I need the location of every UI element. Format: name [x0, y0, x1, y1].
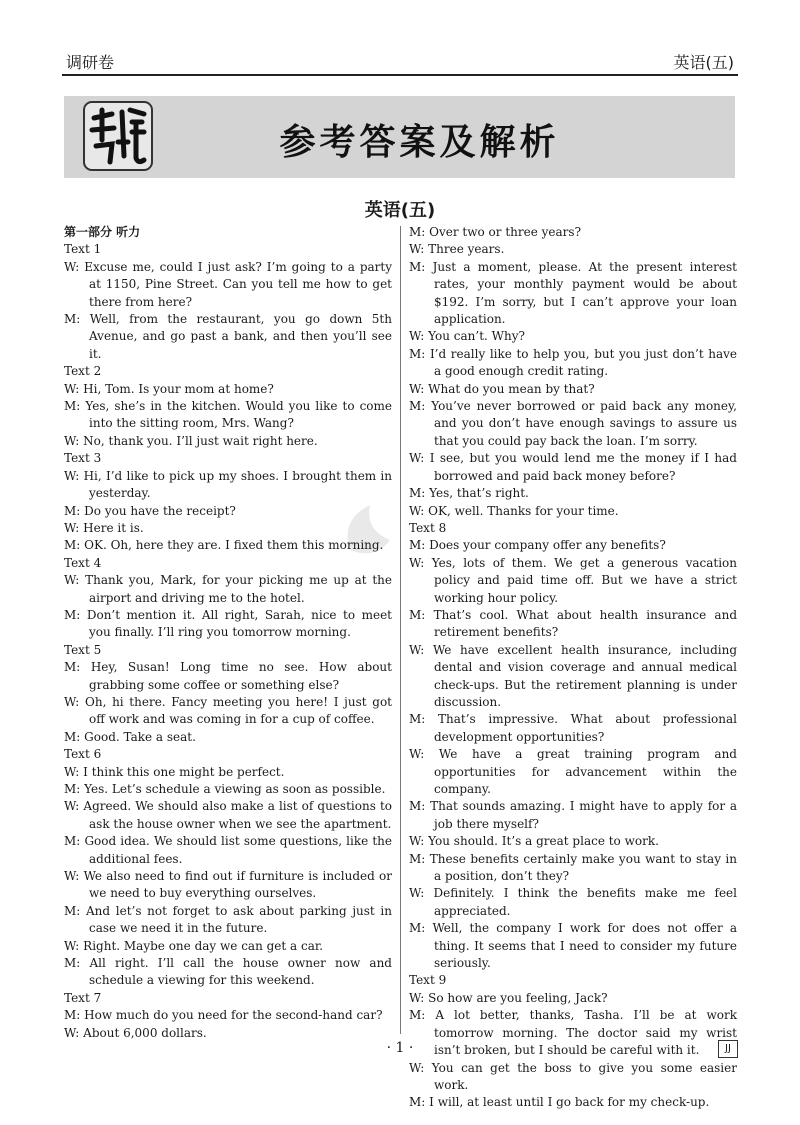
dialog-line — [409, 555, 737, 607]
speaker-label: M: — [64, 399, 86, 414]
speaker-label: M: — [64, 1008, 85, 1023]
speaker-label: M: — [64, 729, 85, 744]
dialog-text: Yes, she’s in the kitchen. Would you like to come into the sitting room, Mrs. Wang? — [85, 399, 392, 431]
dialog-line — [64, 764, 392, 781]
dialog-text: That sounds amazing. I might have to apply for a job there myself? — [430, 799, 737, 831]
title-banner — [64, 96, 735, 178]
dialog-text: No, thank you. I’ll just wait right here. — [83, 433, 318, 448]
dialog-text: Three years. — [428, 242, 505, 257]
dialog-text: Thank you, Mark, for your picking me up at the airport and driving me to the hotel. — [85, 573, 392, 605]
speaker-label: M: — [409, 346, 430, 361]
speaker-label: W: — [409, 503, 429, 518]
left-column — [64, 224, 392, 1042]
dialog-text: So how are you feeling, Jack? — [428, 990, 608, 1005]
dialog-text: Well, the company I work for does not offer a thing. It seems that I need to consider my future seriously. — [432, 921, 737, 971]
dialog-line — [64, 903, 392, 938]
dialog-text: I see, but you would lend me the money if I had borrowed and paid back money before? — [429, 451, 737, 483]
dialog-text: That’s impressive. What about professional development opportunities? — [434, 712, 737, 744]
speaker-label: W: — [409, 886, 434, 901]
dialog-text: You should. It’s a great place to work. — [428, 834, 659, 849]
text-label: Text 7 — [64, 990, 102, 1005]
dialog-text: Here it is. — [83, 520, 144, 535]
dialog-text: Just a moment, please. At the present interest rates, your monthly payment would be about $192. I’m sorry, but I can’t approve your loan application. — [432, 259, 737, 327]
speaker-label: M: — [64, 312, 90, 327]
edition-badge: JJ — [718, 1040, 738, 1058]
speaker-label: M: — [409, 799, 431, 814]
speaker-label: M: — [64, 903, 87, 918]
dialog-line — [409, 259, 737, 329]
page-number: · 1 · — [386, 1040, 414, 1056]
dialog-text: Good idea. We should list some questions, like the additional fees. — [84, 834, 392, 866]
speaker-label: M: — [409, 1095, 430, 1110]
dialog-line — [409, 711, 737, 746]
speaker-label: W: — [64, 799, 84, 814]
dialog-text: A lot better, thanks, Tasha. I’ll be at work tomorrow morning. The doctor said my wrist isn’t broken, but I should be careful with it. — [434, 1008, 737, 1058]
dialog-line — [64, 798, 392, 833]
dialog-line — [64, 468, 392, 503]
dialog-line — [64, 311, 392, 363]
dialog-line — [409, 241, 737, 258]
dialog-text: And let’s not forget to ask about parking just in case we need it in the future. — [86, 903, 392, 936]
text-label: Text 5 — [64, 642, 102, 657]
dialog-line — [64, 833, 392, 868]
speaker-label: W: — [64, 764, 84, 779]
speaker-label: M: — [409, 486, 430, 501]
text-label: Text 3 — [64, 451, 102, 466]
speaker-label: M: — [409, 225, 430, 239]
dialog-line — [64, 694, 392, 729]
speaker-label: W: — [409, 451, 430, 466]
dialog-line — [409, 851, 737, 886]
speaker-label: W: — [64, 381, 84, 396]
dialog-line — [64, 503, 392, 520]
dialog-text: I’d really like to help you, but you just don’t have a good enough credit rating. — [429, 346, 737, 379]
dialog-line — [64, 259, 392, 311]
speaker-label: W: — [409, 381, 429, 396]
dialog-line — [409, 1094, 737, 1111]
speaker-label: W: — [409, 834, 429, 849]
dialog-text: That’s cool. What about health insurance and retirement benefits? — [433, 607, 737, 640]
speaker-label: W: — [409, 747, 439, 762]
dialog-line — [409, 746, 737, 798]
dialog-line — [409, 485, 737, 502]
dialog-text: Hi, I’d like to pick up my shoes. I brought them in yesterday. — [83, 468, 392, 501]
dialog-text: Oh, hi there. Fancy meeting you here! I just got off work and was coming in for a cup of coffee. — [85, 694, 392, 727]
speaker-label: W: — [64, 520, 84, 535]
dialog-text: Definitely. I think the benefits make me feel appreciated. — [433, 886, 737, 918]
dialog-text: What do you mean by that? — [428, 381, 595, 396]
dialog-line — [409, 833, 737, 850]
dialog-text: We have a great training program and opportunities for advancement within the company. — [434, 747, 737, 796]
dialog-line — [64, 1007, 392, 1024]
dialog-text: All right. I’ll call the house owner now and schedule a viewing for this weekend. — [89, 956, 392, 988]
dialog-line — [409, 920, 737, 972]
dialog-text: Over two or three years? — [429, 225, 582, 239]
dialog-text: Agreed. We should also make a list of questions to ask the house owner when we see the apartment. — [83, 799, 392, 831]
dialog-text: We also need to find out if furniture is included or we need to buy everything ourselves. — [83, 869, 392, 901]
dialog-text: How much do you need for the second-hand car? — [84, 1008, 383, 1023]
speaker-label: M: — [409, 607, 434, 622]
dialog-line — [409, 1060, 737, 1095]
dialog-text: OK. Oh, here they are. I fixed them this morning. — [84, 538, 384, 553]
dialog-text: OK, well. Thanks for your time. — [428, 503, 619, 518]
speaker-label: W: — [64, 259, 85, 274]
dialog-line — [64, 938, 392, 955]
dialog-line — [409, 990, 737, 1007]
page-title: 参考答案及解析 — [279, 122, 560, 163]
speaker-label: W: — [409, 555, 432, 570]
dialog-text: About 6,000 dollars. — [83, 1025, 207, 1040]
dialog-text: Hi, Tom. Is your mom at home? — [83, 381, 274, 396]
dialog-line — [409, 537, 737, 554]
dialog-line — [64, 520, 392, 537]
dialog-text: These benefits certainly make you want to stay in a position, don’t they? — [429, 851, 737, 884]
dialog-line — [64, 572, 392, 607]
speaker-label: W: — [64, 938, 84, 953]
section-heading: 第一部分 听力 — [64, 225, 141, 239]
dialog-text: Yes, lots of them. We get a generous vacation policy and paid time off. But we have a strict working hour policy. — [431, 555, 738, 605]
speaker-label: W: — [409, 242, 429, 257]
dialog-line — [409, 503, 737, 520]
dialog-text: Hey, Susan! Long time no see. How about grabbing some coffee or something else? — [89, 660, 392, 692]
dialog-line — [64, 659, 392, 694]
dialog-text: I think this one might be perfect. — [83, 764, 285, 779]
dialog-text: You can’t. Why? — [428, 329, 525, 344]
dialog-line — [64, 398, 392, 433]
dialog-line — [409, 885, 737, 920]
speaker-label: M: — [64, 607, 87, 622]
dialog-text: I will, at least until I go back for my check-up. — [429, 1095, 710, 1110]
dialog-text: You’ve never borrowed or paid back any money, and you don’t have enough savings to assure us that you could pay back the loan. I’m sorry. — [431, 399, 737, 448]
dialog-text: We have excellent health insurance, including dental and vision coverage and annual medical check-ups. But the retirement planning is under discussion. — [432, 642, 737, 709]
subtitle: 英语(五) — [364, 200, 436, 221]
dialog-text: Does your company offer any benefits? — [429, 538, 666, 553]
dialog-line — [64, 607, 392, 642]
speaker-label: W: — [409, 642, 433, 657]
dialog-line — [409, 642, 737, 712]
dialog-text: You can get the boss to give you some easier work. — [431, 1060, 737, 1092]
dialog-text: Excuse me, could I just ask? I’m going to a party at 1150, Pine Street. Can you tell me how to get there from here? — [84, 259, 392, 309]
dialog-line — [64, 868, 392, 903]
dialog-text: Do you have the receipt? — [84, 503, 236, 518]
speaker-label: W: — [64, 468, 84, 483]
header-divider — [62, 74, 738, 76]
header-left-label: 调研卷 — [66, 53, 115, 72]
dialog-line — [64, 381, 392, 398]
dialog-line — [409, 798, 737, 833]
speaker-label: W: — [64, 433, 84, 448]
header-right-label: 英语(五) — [673, 53, 734, 72]
dialog-line — [64, 781, 392, 798]
dialog-line — [409, 450, 737, 485]
dialog-line — [64, 955, 392, 990]
dialog-line — [64, 537, 392, 554]
dialog-text: Yes, that’s right. — [429, 486, 529, 501]
dialog-text: Right. Maybe one day we can get a car. — [83, 938, 324, 953]
speaker-label: M: — [409, 259, 433, 274]
text-label: Text 9 — [409, 973, 447, 988]
column-divider — [400, 226, 401, 1034]
speaker-label: M: — [409, 712, 439, 727]
speaker-label: M: — [64, 503, 85, 518]
dialog-line — [409, 224, 737, 241]
dialog-text: Well, from the restaurant, you go down 5th Avenue, and go past a bank, and then you’ll see it. — [89, 312, 392, 361]
text-label: Text 4 — [64, 555, 102, 570]
speaker-label: W: — [64, 694, 86, 709]
speaker-label: W: — [64, 1025, 84, 1040]
text-label: Text 2 — [64, 364, 102, 379]
dialog-text: Good. Take a seat. — [84, 729, 196, 744]
dialog-line — [409, 398, 737, 450]
dialog-line — [409, 328, 737, 345]
dialog-line — [64, 729, 392, 746]
dialog-line — [409, 607, 737, 642]
speaker-label: W: — [64, 869, 84, 884]
speaker-label: W: — [409, 1060, 432, 1075]
speaker-label: M: — [409, 851, 430, 866]
text-label: Text 8 — [409, 520, 447, 535]
dialog-line — [64, 433, 392, 450]
speaker-label: M: — [64, 538, 85, 553]
speaker-label: M: — [64, 782, 85, 796]
dialog-text: Don’t mention it. All right, Sarah, nice to meet you finally. I’ll ring you tomorrow morning. — [86, 607, 392, 640]
speaker-label: M: — [409, 399, 432, 414]
speaker-label: M: — [64, 834, 85, 849]
speaker-label: M: — [409, 921, 433, 936]
speaker-label: W: — [64, 573, 86, 588]
text-label: Text 1 — [64, 242, 102, 257]
speaker-label: M: — [64, 660, 91, 675]
speaker-label: M: — [409, 538, 430, 553]
speaker-label: M: — [409, 1008, 436, 1023]
text-label: Text 6 — [64, 747, 102, 762]
dialog-line — [409, 381, 737, 398]
dialog-line — [409, 346, 737, 381]
dialog-text: Yes. Let’s schedule a viewing as soon as possible. — [84, 782, 386, 796]
right-column — [409, 224, 737, 1112]
speaker-label: W: — [409, 990, 429, 1005]
speaker-label: M: — [64, 956, 90, 971]
speaker-label: W: — [409, 329, 429, 344]
